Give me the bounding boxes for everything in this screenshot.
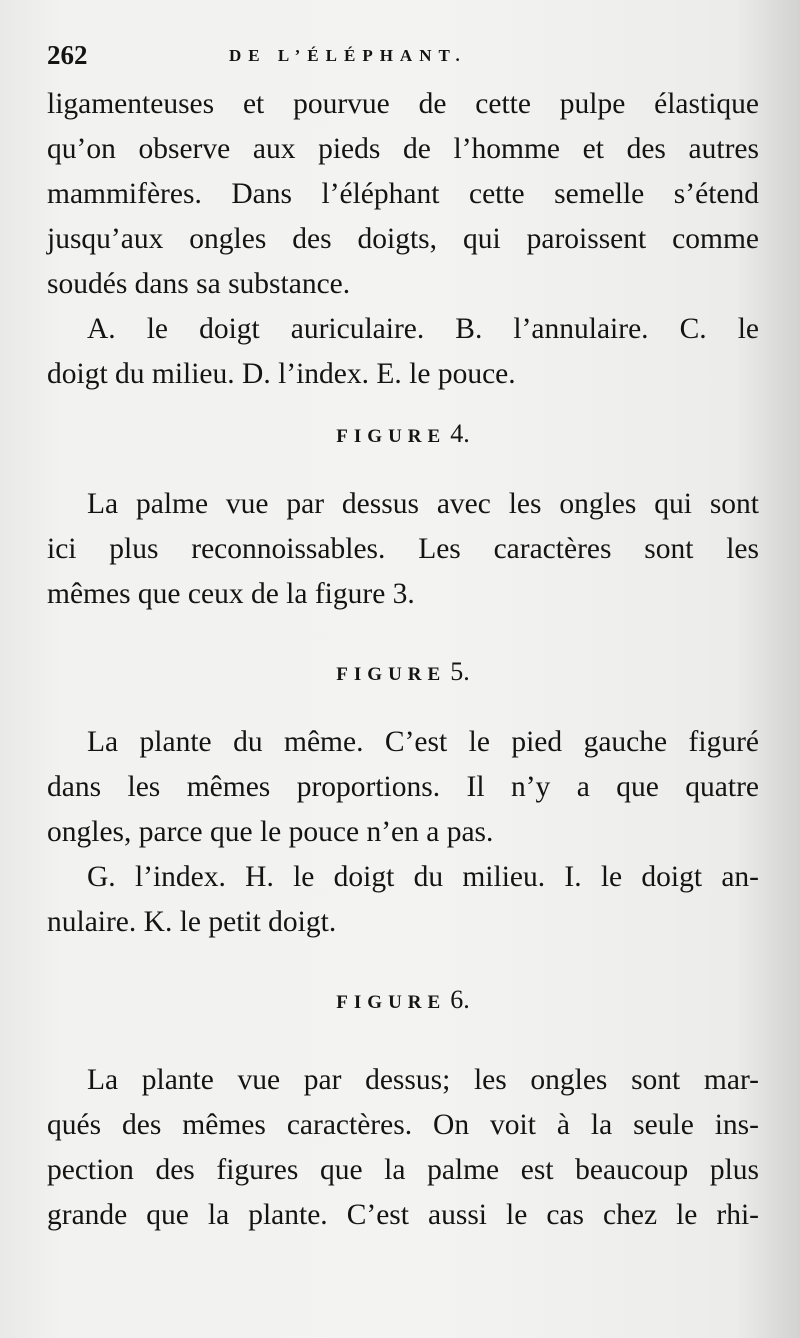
text-line: A. le doigt auriculaire. B. l’annulaire. C. le: [87, 313, 759, 345]
text-line: La palme vue par dessus avec les ongles qui sont: [87, 488, 759, 520]
figure-number: 6.: [450, 985, 470, 1014]
text-line: jusqu’aux ongles des doigts, qui paroissent comme: [47, 223, 759, 255]
figure-label: FIGURE: [336, 664, 447, 685]
text-line: G. l’index. H. le doigt du milieu. I. le doigt an-: [87, 861, 759, 893]
page-text: [47, 38, 759, 1238]
text-line: nulaire. K. le petit doigt.: [47, 906, 337, 938]
text-line: soudés dans sa substance.: [47, 268, 351, 300]
text-line: grande que la plante. C’est aussi le cas chez le rhi-: [47, 1199, 759, 1231]
text-line: ligamenteuses et pourvue de cette pulpe élastique: [47, 88, 759, 120]
text-line: ongles, parce que le pouce n’en a pas.: [47, 816, 494, 848]
paragraph-1: [47, 82, 759, 307]
text-line: La plante du même. C’est le pied gauche figuré: [87, 726, 759, 758]
text-line: qu’on observe aux pieds de l’homme et des autres: [47, 133, 759, 165]
text-line: qués des mêmes caractères. On voit à la seule ins-: [47, 1109, 759, 1141]
text-line: doigt du milieu. D. l’index. E. le pouce.: [47, 358, 516, 390]
figure-number: 4.: [450, 419, 470, 448]
paragraph-4: [47, 720, 759, 855]
figure-5-heading: [47, 657, 759, 690]
text-line: mammifères. Dans l’éléphant cette semelle s’étend: [47, 178, 759, 210]
figure-label: FIGURE: [336, 426, 447, 447]
running-title: DE L’ÉLÉPHANT.: [229, 46, 467, 65]
paragraph-5: [47, 855, 759, 945]
text-line: ici plus reconnoissables. Les caractères sont les: [47, 533, 759, 565]
paragraph-2: [47, 307, 759, 397]
paragraph-6: [47, 1058, 759, 1238]
figure-label: FIGURE: [336, 992, 447, 1013]
text-line: pection des figures que la palme est beaucoup plus: [47, 1154, 759, 1186]
text-line: mêmes que ceux de la figure 3.: [47, 578, 415, 610]
figure-number: 5.: [450, 657, 470, 686]
figure-4-heading: [47, 419, 759, 452]
page-number: 262: [47, 40, 88, 70]
page-header: [47, 38, 759, 82]
text-line: dans les mêmes proportions. Il n’y a que quatre: [47, 771, 759, 803]
figure-6-heading: [47, 985, 759, 1018]
text-line: La plante vue par dessus; les ongles sont mar-: [87, 1064, 759, 1096]
paragraph-3: [47, 482, 759, 617]
